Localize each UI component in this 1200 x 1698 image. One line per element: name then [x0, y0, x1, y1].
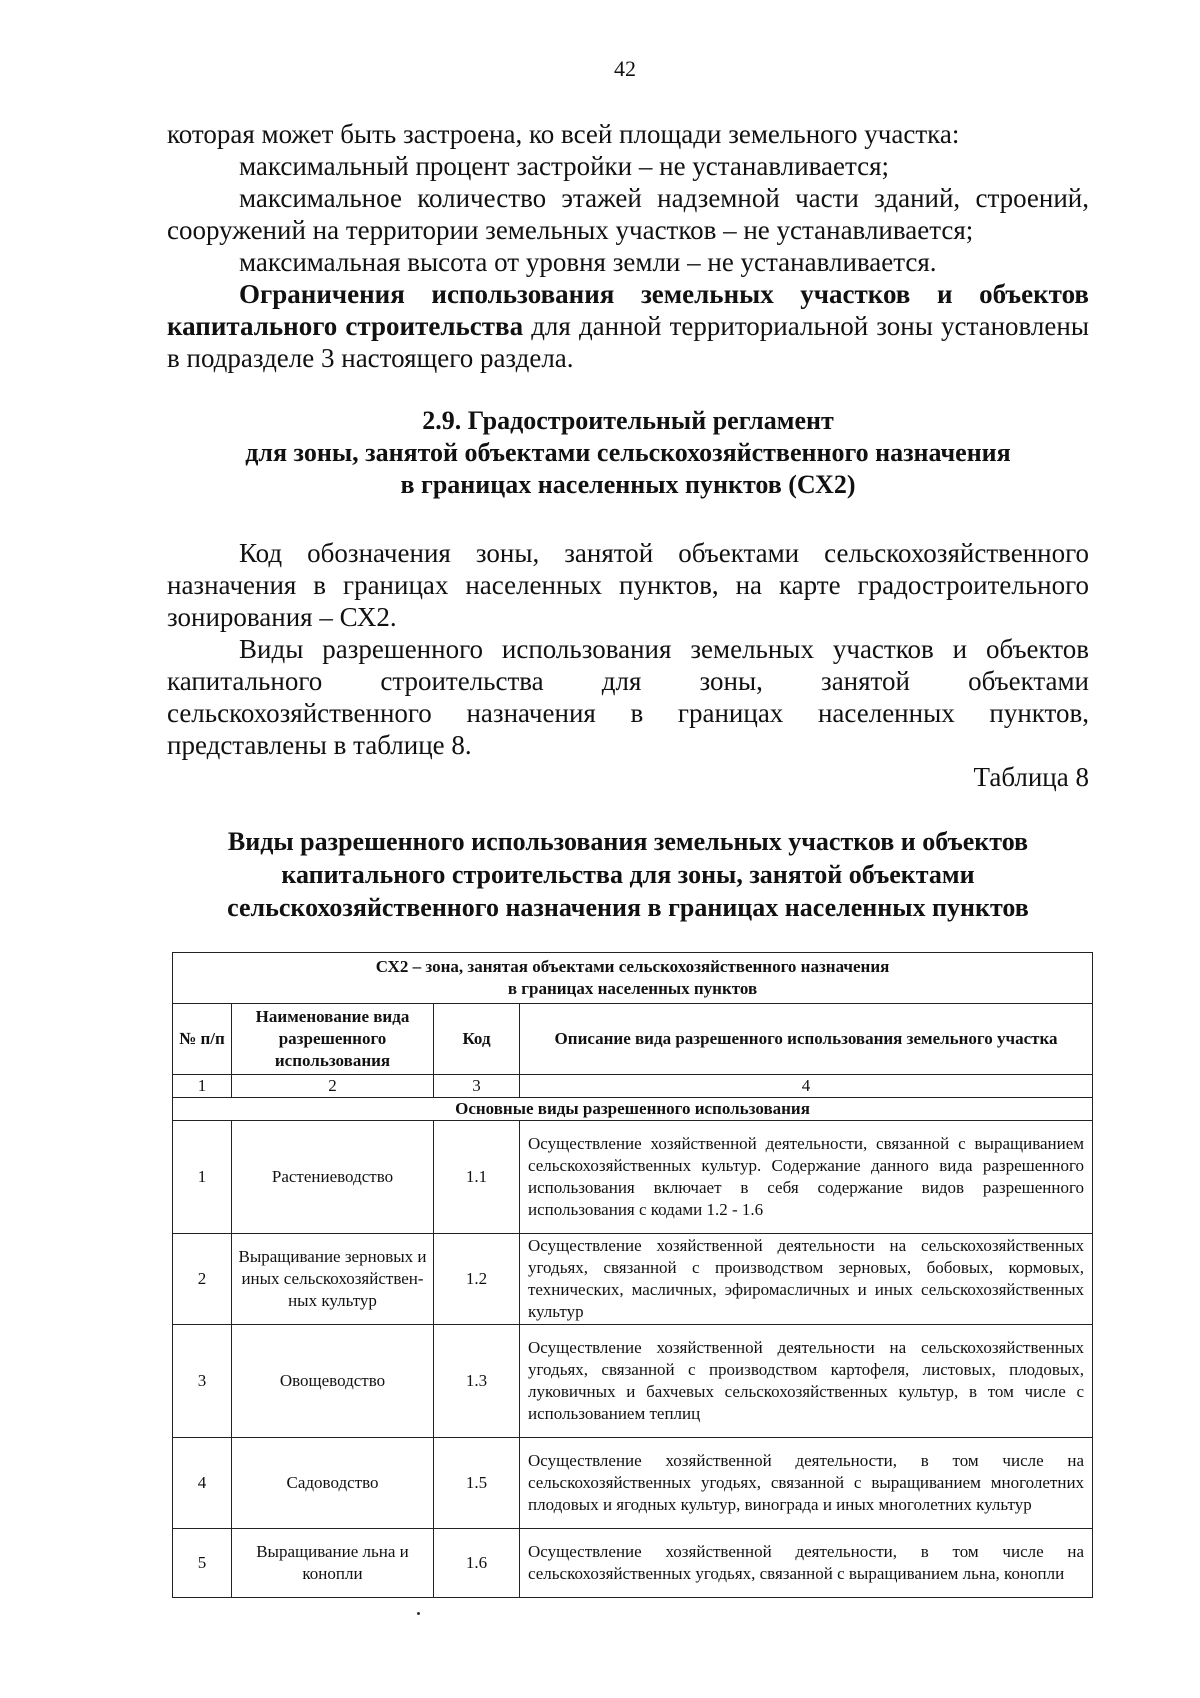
row-name: Овощеводство	[232, 1325, 434, 1438]
section-title-line-1: 2.9. Градостроительный регламент	[422, 406, 834, 435]
col-index-3: 3	[434, 1075, 520, 1098]
row-name: Выращивание зерновых и иных сельскохозяйствен-ных культур	[232, 1234, 434, 1325]
row-num: 3	[173, 1325, 232, 1438]
zone-types-paragraph: Виды разрешенного использования земельных участков и объектов капитального строительства для зоны, занятой объектами сельскохозяйственного назначения в границах населенных пунктов, представлены в таблице 8.	[167, 634, 1089, 760]
regulation-table	[172, 952, 1093, 1598]
restrictions-paragraph	[167, 278, 1089, 374]
zone-header-row	[173, 953, 1093, 1004]
section-title-line-2: для зоны, занятой объектами сельскохозяйственного назначения	[245, 438, 1011, 467]
section-title	[167, 405, 1089, 501]
table-title-line-3: сельскохозяйственного назначения в границах населенных пунктов	[227, 893, 1029, 922]
table-title	[167, 825, 1089, 924]
zone-header-cell	[173, 953, 1093, 1004]
table-row	[173, 1234, 1093, 1325]
intro-block	[167, 118, 1089, 374]
row-code: 1.6	[434, 1529, 520, 1598]
page-number: 42	[614, 56, 636, 81]
row-desc: Осуществление хозяйственной деятельности, в том числе на сельскохозяйственных угодьях, связанной с выращиванием многолетних плодовых и ягодных культур, винограда и иных многолетних культур	[520, 1438, 1093, 1529]
row-name: Растениеводство	[232, 1121, 434, 1234]
zone-paragraphs	[167, 537, 1089, 761]
col-num-header: № п/п	[173, 1004, 232, 1075]
row-code: 1.1	[434, 1121, 520, 1234]
col-code-header: Код	[434, 1004, 520, 1075]
row-code: 1.5	[434, 1438, 520, 1529]
table-row	[173, 1438, 1093, 1529]
table-title-line-2: капитального строительства для зоны, занятой объектами	[281, 860, 975, 889]
row-num: 2	[173, 1234, 232, 1325]
zone-header-line-1: СХ2 – зона, занятая объектами сельскохозяйственного назначения	[375, 957, 890, 976]
scan-dot	[417, 1612, 420, 1615]
row-desc: Осуществление хозяйственной деятельности на сельскохозяйственных угодьях, связанной с производством зерновых, бобовых, кормовых, технических, масличных, эфиромасличных и иных сельскохозяйственных культур	[520, 1234, 1093, 1325]
restrictions-bold: Ограничения использования земельных участков и объектов капитального строительства	[167, 279, 1089, 341]
intro-line-1: которая может быть застроена, ко всей площади земельного участка:	[167, 119, 960, 149]
row-code: 1.2	[434, 1234, 520, 1325]
row-num: 5	[173, 1529, 232, 1598]
group-header-cell: Основные виды разрешенного использования	[173, 1098, 1093, 1121]
section-title-line-3: в границах населенных пунктов (СХ2)	[400, 470, 856, 499]
row-desc: Осуществление хозяйственной деятельности, в том числе на сельскохозяйственных угодьях, связанной с выращиванием льна, конопли	[520, 1529, 1093, 1598]
col-name-header: Наименование вида разрешенного использования	[232, 1004, 434, 1075]
row-desc: Осуществление хозяйственной деятельности на сельскохозяйственных угодьях, связанной с производством картофеля, листовых, плодовых, луковичных и бахчевых сельскохозяйственных культур, в том числе с использованием теплиц	[520, 1325, 1093, 1438]
restrictions-rest: для данной территориальной зоны установлены в подразделе 3 настоящего раздела.	[167, 311, 1089, 373]
table-row	[173, 1325, 1093, 1438]
table-title-line-1: Виды разрешенного использования земельных участков и объектов	[227, 827, 1029, 856]
row-num: 4	[173, 1438, 232, 1529]
table-row	[173, 1529, 1093, 1598]
row-name: Выращивание льна и конопли	[232, 1529, 434, 1598]
col-index-4: 4	[520, 1075, 1093, 1098]
table-row	[173, 1121, 1093, 1234]
intro-line-2: максимальный процент застройки – не устанавливается;	[239, 151, 890, 181]
column-header-row	[173, 1004, 1093, 1075]
row-desc: Осуществление хозяйственной деятельности, связанной с выращиванием сельскохозяйственных культур. Содержание данного вида разрешенного использования включает в себя содержание видов разрешенного использования с кодами 1.2 - 1.6	[520, 1121, 1093, 1234]
intro-line-4: максимальная высота от уровня земли – не устанавливается.	[239, 247, 937, 277]
column-index-row	[173, 1075, 1093, 1098]
zone-header-line-2: в границах населенных пунктов	[507, 979, 758, 998]
row-code: 1.3	[434, 1325, 520, 1438]
row-num: 1	[173, 1121, 232, 1234]
row-name: Садоводство	[232, 1438, 434, 1529]
intro-line-3: максимальное количество этажей надземной части зданий, строений, сооружений на территории земельных участков – не устанавливается;	[167, 183, 1089, 245]
zone-code-paragraph: Код обозначения зоны, занятой объектами сельскохозяйственного назначения в границах населенных пунктов, на карте градостроительного зонирования – СХ2.	[167, 538, 1089, 632]
group-header-row	[173, 1098, 1093, 1121]
col-desc-header: Описание вида разрешенного использования земельного участка	[520, 1004, 1093, 1075]
col-index-1: 1	[173, 1075, 232, 1098]
col-index-2: 2	[232, 1075, 434, 1098]
table-caption: Таблица 8	[973, 762, 1089, 792]
